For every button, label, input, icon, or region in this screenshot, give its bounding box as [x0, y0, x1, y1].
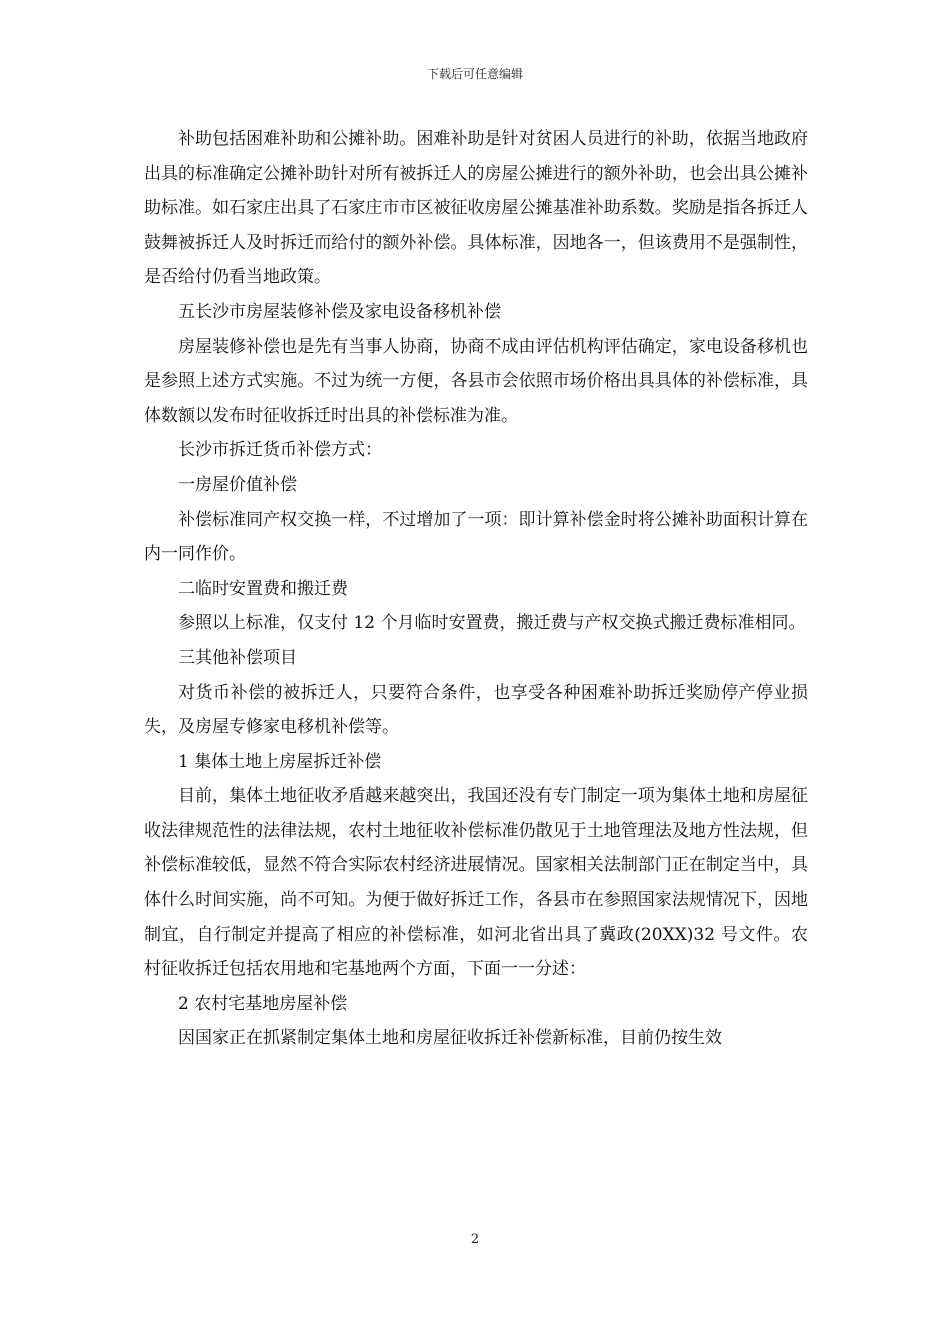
paragraph: 补助包括困难补助和公摊补助。困难补助是针对贫困人员进行的补助，依据当地政府出具的标准确定公摊补助针对所有被拆迁人的房屋公摊进行的额外补助，也会出具公摊补助标准。如石家庄出具了石家庄市市区被征收房屋公摊基准补助系数。奖励是指各拆迁人鼓舞被拆迁人及时拆迁而给付的额外补偿。具体标准，因地各一，但该费用不是强制性，是否给付仍看当地政策。 [144, 129, 808, 288]
paragraph: 房屋装修补偿也是先有当事人协商，协商不成由评估机构评估确定，家电设备移机也是参照上述方式实施。不过为统一方便，各县市会依照市场价格出具具体的补偿标准，具体数额以发布时征收拆迁时出具的补偿标准为准。 [144, 336, 808, 426]
paragraph: 参照以上标准，仅支付 12 个月临时安置费，搬迁费与产权交换式搬迁费标准相同。 [178, 613, 806, 634]
paragraph: 目前，集体土地征收矛盾越来越突出，我国还没有专门制定一项为集体土地和房屋征收法律规范性的法律法规，农村土地征收补偿标准仍散见于土地管理法及地方性法规，但补偿标准较低，显然不符合实际农村经济进展情况。国家相关法制部门正在制定当中，具体什么时间实施，尚不可知。为便于做好拆迁工作，各县市在参照国家法规情况下，因地制宜，自行制定并提高了相应的补偿标准，如河北省出具了冀政(20XX)32 号文件。农村征收拆迁包括农用地和宅基地两个方面，下面一一分述： [144, 786, 808, 980]
page-number: 2 [470, 1232, 480, 1247]
section-heading: 一房屋价值补偿 [178, 474, 297, 495]
section-heading: 2 农村宅基地房屋补偿 [178, 993, 348, 1014]
page-header: 下载后可任意编辑 [426, 67, 523, 81]
paragraph: 因国家正在抓紧制定集体土地和房屋征收拆迁补偿新标准，目前仍按生效 [178, 1028, 722, 1049]
section-heading: 长沙市拆迁货币补偿方式： [178, 440, 382, 461]
paragraph: 对货币补偿的被拆迁人，只要符合条件，也享受各种困难补助拆迁奖励停产停业损失，及房屋专修家电移机补偿等。 [144, 682, 808, 738]
document-body [144, 122, 808, 1056]
paragraph: 补偿标准同产权交换一样，不过增加了一项：即计算补偿金时将公摊补助面积计算在内一同作价。 [144, 509, 808, 565]
section-heading: 五长沙市房屋装修补偿及家电设备移机补偿 [178, 301, 501, 322]
section-heading: 二临时安置费和搬迁费 [178, 578, 348, 599]
section-heading: 1 集体土地上房屋拆迁补偿 [178, 751, 382, 772]
section-heading: 三其他补偿项目 [178, 647, 297, 668]
